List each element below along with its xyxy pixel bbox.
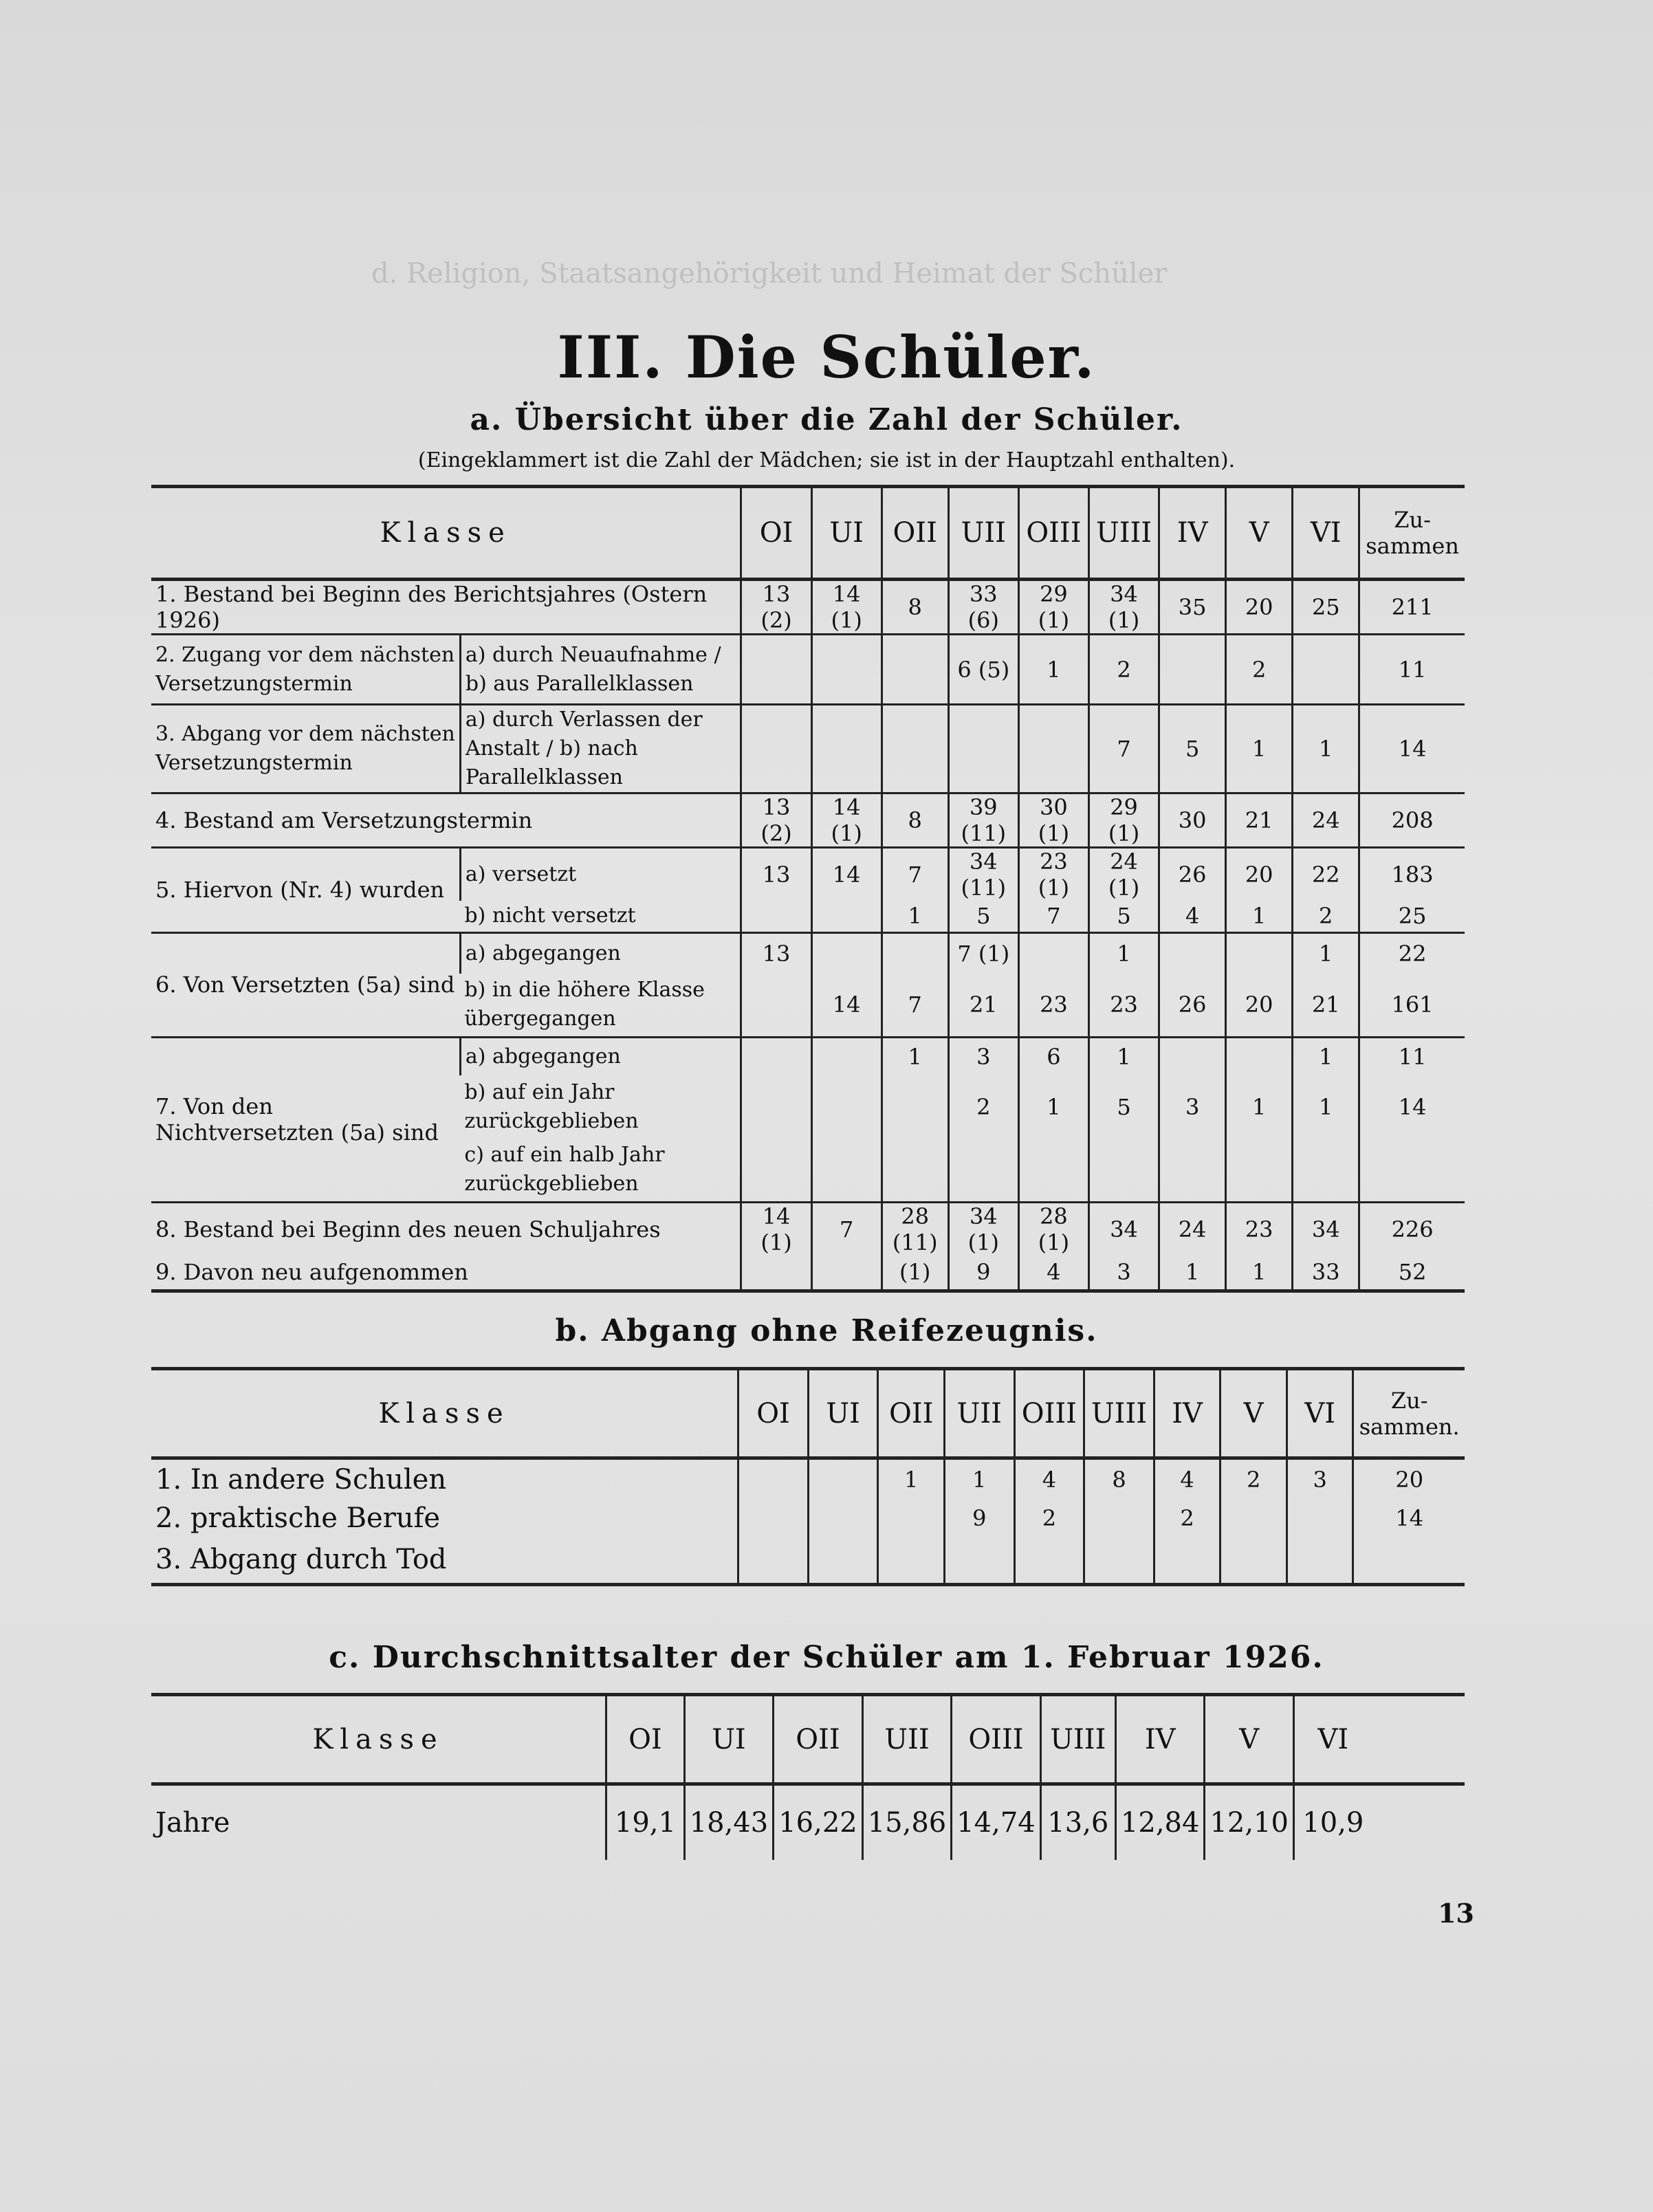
col-header: UII xyxy=(862,1695,952,1784)
cell: 34 xyxy=(1293,1202,1359,1256)
cell: 52 xyxy=(1359,1256,1465,1291)
cell: 14 (1) xyxy=(811,793,882,848)
row-label: 1. In andere Schulen xyxy=(155,1463,447,1496)
cell xyxy=(882,932,948,974)
total-header-line: sammen. xyxy=(1359,1413,1460,1440)
cell: 20 xyxy=(1353,1458,1465,1500)
cell: 14 (1) xyxy=(811,580,882,635)
col-header: UIII xyxy=(1040,1695,1115,1784)
row-label: 3. Abgang vor dem nächsten Versetzungstermin xyxy=(155,722,455,775)
cell xyxy=(878,1500,945,1537)
row-label: 2. praktische Berufe xyxy=(155,1502,441,1534)
col-header: OII xyxy=(878,1369,945,1458)
cell xyxy=(1226,932,1293,974)
col-header: OII xyxy=(774,1695,863,1784)
klasse-header: Klasse xyxy=(380,517,512,549)
cell: 4 xyxy=(1154,1458,1220,1500)
cell xyxy=(882,705,948,793)
table-row xyxy=(151,1037,1465,1075)
col-header: UI xyxy=(811,487,882,580)
cell: 161 xyxy=(1359,974,1465,1037)
cell: 14 xyxy=(1359,705,1465,793)
cell: 3 xyxy=(948,1037,1018,1075)
cell: 1 xyxy=(1018,635,1088,705)
cell: 14 xyxy=(811,848,882,901)
student-count-table xyxy=(151,485,1465,1293)
cell: 23 xyxy=(1018,974,1088,1037)
section-c-heading: c. Durchschnittsalter der Schüler am 1. Februar 1926. xyxy=(329,1640,1324,1675)
cell: 24 xyxy=(1293,793,1359,848)
cell: 7 xyxy=(1018,901,1088,932)
cell: 7 xyxy=(1088,705,1159,793)
cell: 1 xyxy=(944,1458,1014,1500)
cell xyxy=(1018,932,1088,974)
cell: 1 xyxy=(878,1458,945,1500)
table-row xyxy=(151,932,1465,974)
row-label: 4. Bestand am Versetzungstermin xyxy=(155,807,533,833)
row-label: 9. Davon neu aufgenommen xyxy=(155,1259,468,1286)
col-header: V xyxy=(1220,1369,1287,1458)
row-sublabel: a) abgegangen xyxy=(460,1037,741,1075)
col-header: V xyxy=(1205,1695,1294,1784)
cell: 1 xyxy=(1226,1075,1293,1139)
cell xyxy=(811,932,882,974)
klasse-header: Klasse xyxy=(378,1397,510,1430)
cell: 30 xyxy=(1159,793,1226,848)
table-row xyxy=(151,1458,1465,1500)
section-b-heading: b. Abgang ohne Reifezeugnis. xyxy=(555,1313,1098,1348)
cell xyxy=(741,705,811,793)
cell: 8 xyxy=(1084,1458,1154,1500)
cell: 6 (5) xyxy=(948,635,1018,705)
table-row xyxy=(151,635,1465,705)
cell: 7 (1) xyxy=(948,932,1018,974)
cell xyxy=(741,974,811,1037)
cell: 2 xyxy=(948,1075,1018,1139)
cell: 34 (1) xyxy=(1088,580,1159,635)
cell: 5 xyxy=(948,901,1018,932)
row-label: 1. Bestand bei Beginn des Berichtsjahres (Ostern 1926) xyxy=(155,581,708,633)
col-header: VI xyxy=(1287,1369,1353,1458)
cell xyxy=(811,705,882,793)
cell: 14 (1) xyxy=(741,1202,811,1256)
row-label: 3. Abgang durch Tod xyxy=(155,1544,447,1576)
cell xyxy=(738,1500,809,1537)
cell xyxy=(1226,1037,1293,1075)
cell: 14,74 xyxy=(952,1784,1041,1860)
col-header: UII xyxy=(948,487,1018,580)
cell xyxy=(741,635,811,705)
departures-table xyxy=(151,1367,1465,1586)
cell: 13 xyxy=(741,932,811,974)
cell: 30 (1) xyxy=(1018,793,1088,848)
cell: 21 xyxy=(1226,793,1293,848)
row-sublabel: b) nicht versetzt xyxy=(464,904,636,928)
cell: 4 xyxy=(1018,1256,1088,1291)
row-sublabel: c) auf ein halb Jahr zurückgeblieben xyxy=(464,1143,665,1196)
cell: 23 xyxy=(1088,974,1159,1037)
cell: 7 xyxy=(811,1202,882,1256)
table-row xyxy=(151,1500,1465,1537)
cell xyxy=(811,901,882,932)
section-a-heading: a. Übersicht über die Zahl der Schüler. xyxy=(470,402,1183,437)
cell xyxy=(1287,1500,1353,1537)
cell: 5 xyxy=(1088,1075,1159,1139)
table-row xyxy=(151,1537,1465,1585)
cell xyxy=(948,705,1018,793)
row-sublabel: a) abgegangen xyxy=(460,932,741,974)
cell: 7 xyxy=(882,848,948,901)
cell: 7 xyxy=(882,974,948,1037)
row-sublabel: a) versetzt xyxy=(460,848,741,901)
cell: 23 (1) xyxy=(1018,848,1088,901)
cell: 226 xyxy=(1359,1202,1465,1256)
cell xyxy=(741,1037,811,1075)
cell: 2 xyxy=(1088,635,1159,705)
row-label: 6. Von Versetzten (5a) sind xyxy=(155,972,455,998)
cell: 22 xyxy=(1359,932,1465,974)
col-header: UII xyxy=(944,1369,1014,1458)
cell: 1 xyxy=(1293,932,1359,974)
cell: 23 xyxy=(1226,1202,1293,1256)
col-header: UIII xyxy=(1088,487,1159,580)
cell: 18,43 xyxy=(684,1784,774,1860)
col-header: OII xyxy=(882,487,948,580)
table-row xyxy=(151,1202,1465,1256)
cell: 21 xyxy=(1293,974,1359,1037)
cell: 24 (1) xyxy=(1088,848,1159,901)
cell: 20 xyxy=(1226,580,1293,635)
cell: 2 xyxy=(1220,1458,1287,1500)
col-header: OIII xyxy=(1018,487,1088,580)
table-row xyxy=(151,1256,1465,1291)
cell: 26 xyxy=(1159,848,1226,901)
cell: 1 xyxy=(1088,1037,1159,1075)
cell: 29 (1) xyxy=(1018,580,1088,635)
cell: 14 xyxy=(1359,1075,1465,1139)
cell: 19,1 xyxy=(606,1784,684,1860)
cell: 1 xyxy=(1226,1256,1293,1291)
cell xyxy=(882,1075,948,1139)
row-sublabel: a) durch Neuaufnahme / b) aus Parallelklassen xyxy=(460,635,741,705)
cell: 2 xyxy=(1293,901,1359,932)
row-label: Jahre xyxy=(155,1806,230,1839)
cell: 25 xyxy=(1359,901,1465,932)
cell: 1 xyxy=(882,901,948,932)
row-sublabel: a) durch Verlassen der Anstalt / b) nach Parallelklassen xyxy=(460,705,741,793)
cell xyxy=(811,1256,882,1291)
col-header: OI xyxy=(738,1369,809,1458)
cell: 1 xyxy=(1293,705,1359,793)
col-header: OIII xyxy=(952,1695,1041,1784)
cell: 11 xyxy=(1359,635,1465,705)
cell: 21 xyxy=(948,974,1018,1037)
bleed-through-text: d. Religion, Staatsangehörigkeit und Heimat der Schüler xyxy=(371,258,1168,289)
cell: 34 xyxy=(1088,1202,1159,1256)
cell xyxy=(882,635,948,705)
cell: 20 xyxy=(1226,848,1293,901)
col-header: VI xyxy=(1293,487,1359,580)
klasse-header: Klasse xyxy=(312,1723,444,1755)
total-header-line: Zu- xyxy=(1394,507,1431,533)
cell: 11 xyxy=(1359,1037,1465,1075)
cell: 33 xyxy=(1293,1256,1359,1291)
cell: 15,86 xyxy=(862,1784,952,1860)
cell: 20 xyxy=(1226,974,1293,1037)
cell: 1 xyxy=(882,1037,948,1075)
cell: 183 xyxy=(1359,848,1465,901)
col-header: VI xyxy=(1293,1695,1371,1784)
cell: 13 xyxy=(741,848,811,901)
cell: 25 xyxy=(1293,580,1359,635)
cell: 34 (11) xyxy=(948,848,1018,901)
cell: 3 xyxy=(1088,1256,1159,1291)
col-header: V xyxy=(1226,487,1293,580)
cell xyxy=(1018,705,1088,793)
cell: 208 xyxy=(1359,793,1465,848)
col-header: OIII xyxy=(1014,1369,1084,1458)
cell: 1 xyxy=(1293,1075,1359,1139)
cell: (1) xyxy=(882,1256,948,1291)
cell xyxy=(808,1500,878,1537)
cell xyxy=(811,635,882,705)
row-label: 2. Zugang vor dem nächsten Versetzungstermin xyxy=(155,642,455,696)
row-label: 8. Bestand bei Beginn des neuen Schuljahres xyxy=(155,1216,661,1242)
cell xyxy=(1220,1500,1287,1537)
cell: 9 xyxy=(948,1256,1018,1291)
cell xyxy=(808,1458,878,1500)
row-label: 7. Von den Nichtversetzten (5a) sind xyxy=(155,1093,439,1146)
cell: 1 xyxy=(1159,1256,1226,1291)
page-number: 13 xyxy=(1438,1898,1474,1929)
total-header xyxy=(1353,1369,1465,1458)
cell: 26 xyxy=(1159,974,1226,1037)
col-header: OI xyxy=(606,1695,684,1784)
cell: 16,22 xyxy=(774,1784,863,1860)
cell xyxy=(1084,1500,1154,1537)
table-row xyxy=(151,848,1465,901)
cell: 34 (1) xyxy=(948,1202,1018,1256)
row-label: 5. Hiervon (Nr. 4) wurden xyxy=(155,877,445,904)
cell: 29 (1) xyxy=(1088,793,1159,848)
cell: 2 xyxy=(1154,1500,1220,1537)
cell: 28 (11) xyxy=(882,1202,948,1256)
cell xyxy=(1159,932,1226,974)
cell: 22 xyxy=(1293,848,1359,901)
cell: 3 xyxy=(1287,1458,1353,1500)
page-title: III. Die Schüler. xyxy=(557,323,1096,391)
cell: 13 (2) xyxy=(741,580,811,635)
cell: 35 xyxy=(1159,580,1226,635)
cell: 10,9 xyxy=(1293,1784,1371,1860)
table-row xyxy=(151,793,1465,848)
cell: 1 xyxy=(1293,1037,1359,1075)
cell: 39 (11) xyxy=(948,793,1018,848)
cell: 13,6 xyxy=(1040,1784,1115,1860)
cell: 4 xyxy=(1014,1458,1084,1500)
total-header-line: Zu- xyxy=(1390,1387,1428,1414)
cell: 6 xyxy=(1018,1037,1088,1075)
cell: 4 xyxy=(1159,901,1226,932)
col-header: OI xyxy=(741,487,811,580)
cell: 13 (2) xyxy=(741,793,811,848)
cell xyxy=(1159,1037,1226,1075)
cell: 8 xyxy=(882,580,948,635)
col-header: IV xyxy=(1159,487,1226,580)
cell: 24 xyxy=(1159,1202,1226,1256)
cell xyxy=(741,1256,811,1291)
cell: 12,10 xyxy=(1205,1784,1294,1860)
row-sublabel: b) auf ein Jahr zurückgeblieben xyxy=(464,1080,639,1133)
cell xyxy=(811,1075,882,1139)
cell: 3 xyxy=(1159,1075,1226,1139)
cell: 12,84 xyxy=(1115,1784,1205,1860)
table-header-row xyxy=(151,487,1465,580)
cell: 9 xyxy=(944,1500,1014,1537)
col-header: UI xyxy=(684,1695,774,1784)
cell: 33 (6) xyxy=(948,580,1018,635)
cell: 1 xyxy=(1088,932,1159,974)
cell: 8 xyxy=(882,793,948,848)
cell: 1 xyxy=(1226,705,1293,793)
average-age-table xyxy=(151,1693,1465,1860)
table-row xyxy=(151,705,1465,793)
cell: 14 xyxy=(1353,1500,1465,1537)
cell: 14 xyxy=(811,974,882,1037)
cell xyxy=(741,901,811,932)
cell xyxy=(738,1458,809,1500)
cell xyxy=(741,1075,811,1139)
table-row xyxy=(151,1784,1465,1860)
col-header: IV xyxy=(1154,1369,1220,1458)
table-header-row xyxy=(151,1369,1465,1458)
cell: 2 xyxy=(1226,635,1293,705)
table-row xyxy=(151,580,1465,635)
total-header xyxy=(1359,487,1465,580)
cell xyxy=(811,1037,882,1075)
cell: 2 xyxy=(1014,1500,1084,1537)
cell xyxy=(1159,635,1226,705)
cell: 211 xyxy=(1359,580,1465,635)
cell: 1 xyxy=(1018,1075,1088,1139)
col-header: UI xyxy=(808,1369,878,1458)
cell: 28 (1) xyxy=(1018,1202,1088,1256)
total-header-line: sammen xyxy=(1366,533,1459,559)
cell: 1 xyxy=(1226,901,1293,932)
section-a-note: (Eingeklammert ist die Zahl der Mädchen; sie ist in der Hauptzahl enthalten). xyxy=(417,448,1236,472)
table-header-row xyxy=(151,1695,1465,1784)
cell: 5 xyxy=(1088,901,1159,932)
cell: 5 xyxy=(1159,705,1226,793)
row-sublabel: b) in die höhere Klasse übergegangen xyxy=(464,978,705,1031)
col-header: IV xyxy=(1115,1695,1205,1784)
cell xyxy=(1293,635,1359,705)
col-header: UIII xyxy=(1084,1369,1154,1458)
